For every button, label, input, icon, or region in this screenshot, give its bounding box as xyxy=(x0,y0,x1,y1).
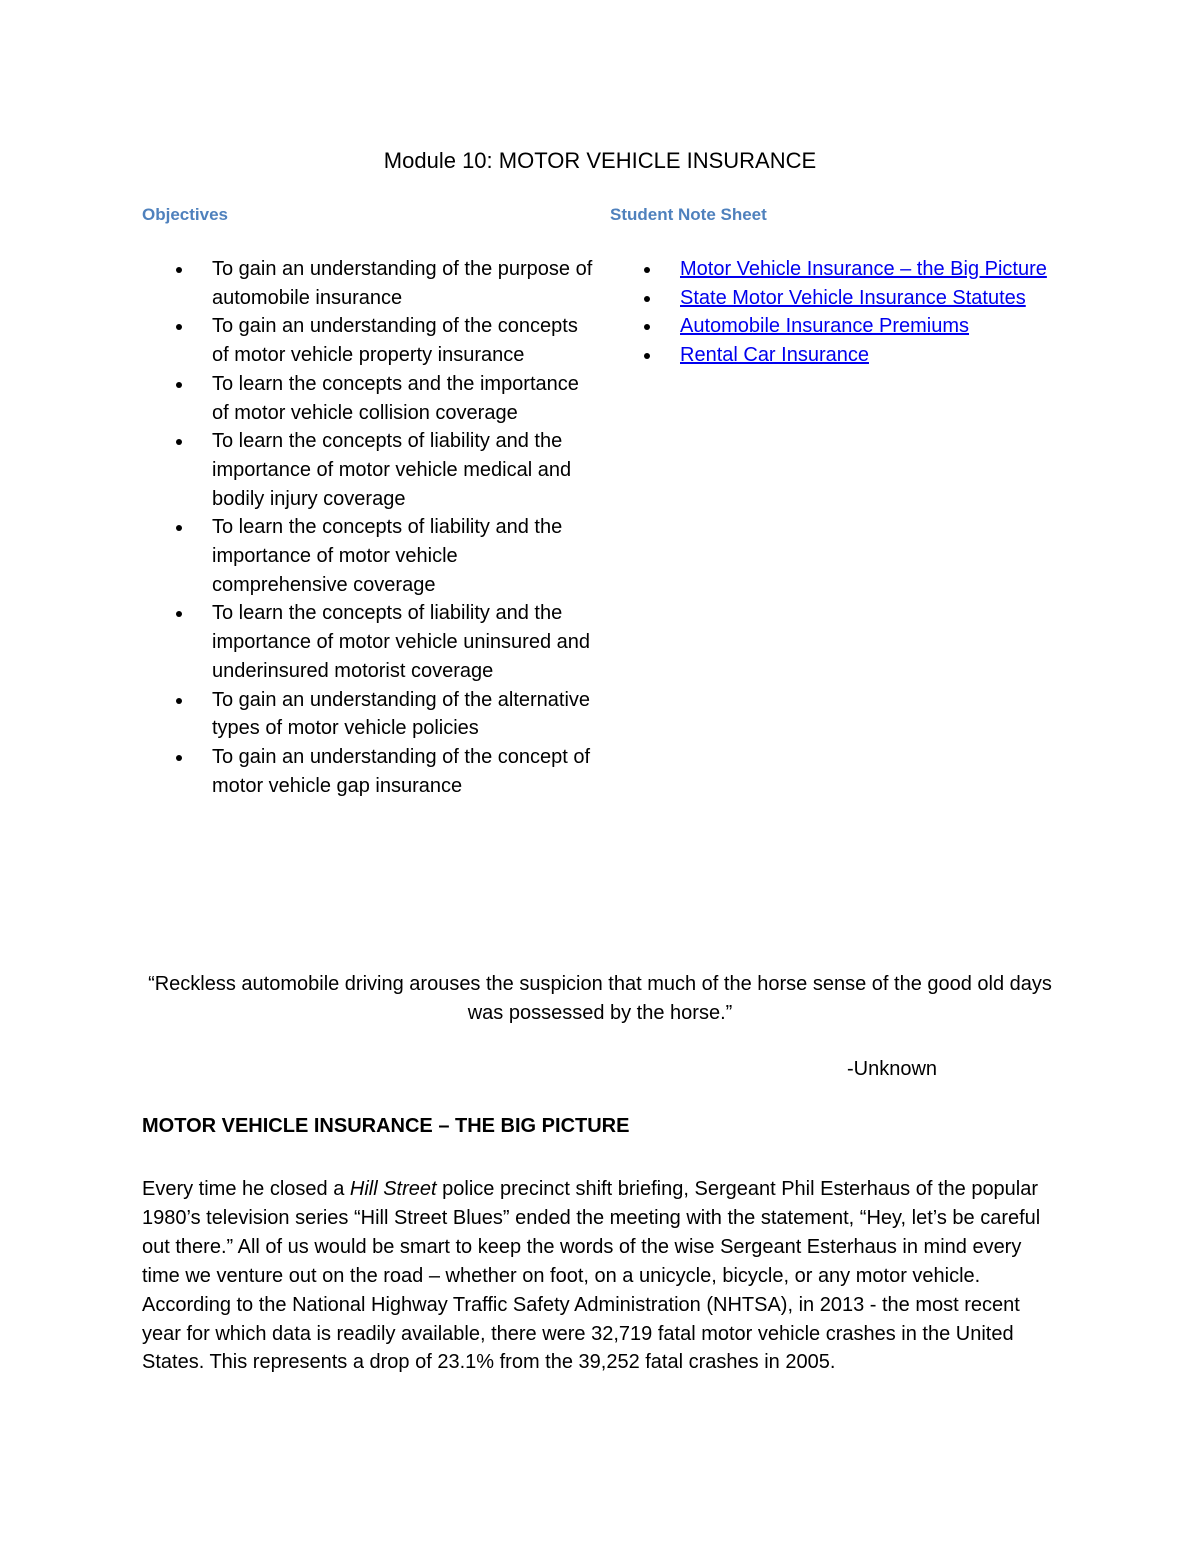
objectives-list xyxy=(174,255,594,800)
student-note-sheet-heading: Student Note Sheet xyxy=(610,205,767,224)
objective-item: To gain an understanding of the alternative types of motor vehicle policies xyxy=(174,686,594,743)
objective-item: To gain an understanding of the concepts of motor vehicle property insurance xyxy=(174,312,594,369)
student-note-links xyxy=(642,255,1082,370)
page-title: Module 10: MOTOR VEHICLE INSURANCE xyxy=(383,148,817,173)
link-big-picture[interactable]: Motor Vehicle Insurance – the Big Picture xyxy=(680,258,1047,280)
objective-item: To learn the concepts of liability and the importance of motor vehicle uninsured and underinsured motorist coverage xyxy=(174,599,594,685)
note-link-item xyxy=(642,312,1082,341)
section-paragraph xyxy=(142,1175,1058,1377)
objective-item: To gain an understanding of the concept of motor vehicle gap insurance xyxy=(174,743,594,800)
section-heading: MOTOR VEHICLE INSURANCE – THE BIG PICTURE xyxy=(142,1115,630,1137)
quote-attribution: -Unknown xyxy=(847,1058,938,1080)
note-link-item xyxy=(642,255,1082,284)
objective-item: To learn the concepts of liability and the importance of motor vehicle comprehensive coverage xyxy=(174,513,594,599)
paragraph-italic-text: Hill Street xyxy=(349,1178,437,1200)
note-link-item xyxy=(642,284,1082,313)
link-state-statutes[interactable]: State Motor Vehicle Insurance Statutes xyxy=(680,286,1026,309)
objectives-heading: Objectives xyxy=(142,205,228,224)
link-insurance-premiums[interactable]: Automobile Insurance Premiums xyxy=(680,315,970,338)
objective-item: To learn the concepts and the importance of motor vehicle collision coverage xyxy=(174,370,594,427)
paragraph-text-start: Every time he closed a xyxy=(142,1178,350,1200)
paragraph-text-rest: police precinct shift briefing, Sergeant Phil Esterhaus of the popular 1980’s television series “Hill Street Blues” ended the meeting with the statement, “Hey, let’s be careful out there.” All of us would be smart to keep the words of the wise Sergeant Esterhaus in mind every time we venture out on the road – whether on foot, on a unicycle, bicycle, or any motor vehicle. According to the National Highway Traffic Safety Administration (NHTSA), in 2013 - the most recent year for which data is readily available, there were 32,719 fatal motor vehicle crashes in the United States. This represents a drop of 23.1% from the 39,252 fatal crashes in 2005. xyxy=(142,1178,1041,1374)
link-rental-car-insurance[interactable]: Rental Car Insurance xyxy=(680,344,869,367)
objective-item: To learn the concepts of liability and the importance of motor vehicle medical and bodily injury coverage xyxy=(174,427,594,513)
quote-text: “Reckless automobile driving arouses the suspicion that much of the horse sense of the good old days was possessed by the horse.” xyxy=(148,973,1052,1024)
objective-item: To gain an understanding of the purpose of automobile insurance xyxy=(174,255,594,312)
note-link-item xyxy=(642,341,1082,370)
